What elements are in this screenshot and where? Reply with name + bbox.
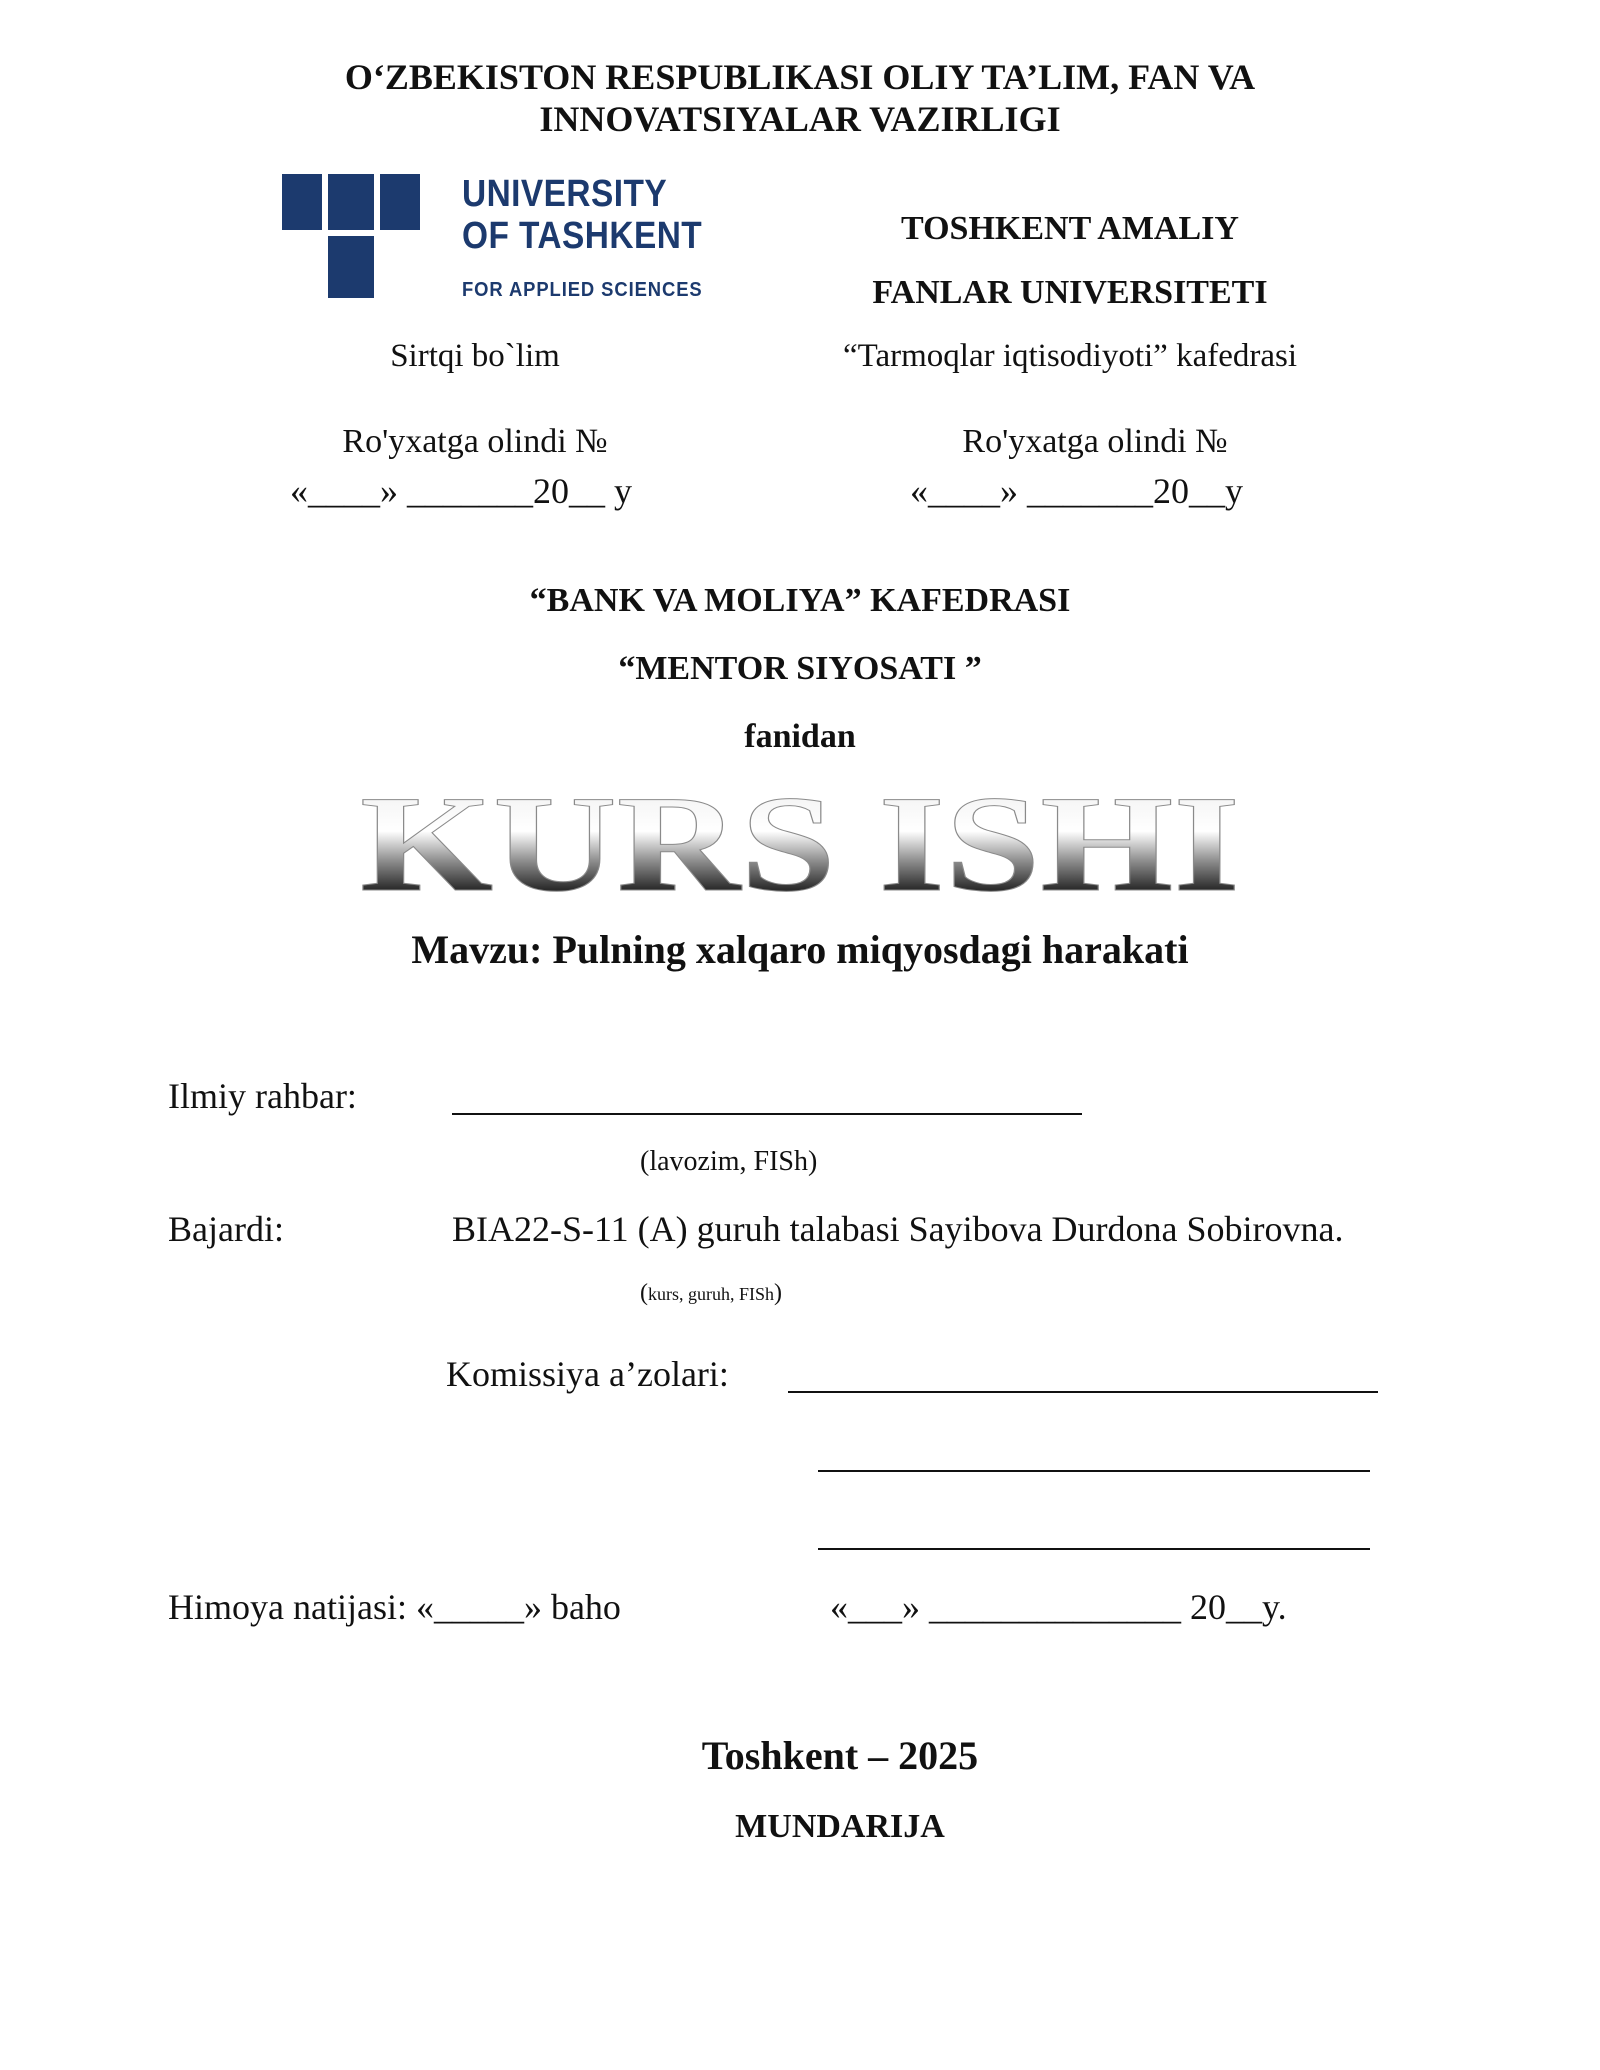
supervisor-signature-line — [452, 1113, 1082, 1115]
commission-line-2 — [818, 1470, 1370, 1472]
department-title: “BANK VA MOLIYA” KAFEDRASI — [529, 582, 1071, 619]
defense-date: «___» ______________ 20__y. — [830, 1587, 1287, 1627]
logo-square-1 — [282, 174, 322, 230]
logo-square-3 — [380, 174, 420, 230]
subject-suffix: fanidan — [744, 718, 856, 755]
registration-left-date: «____» _______20__ y — [290, 471, 632, 511]
ministry-line-2: INNOVATSIYALAR VAZIRLIGI — [539, 99, 1061, 139]
student-hint-text: kurs, guruh, FISh — [648, 1284, 775, 1304]
course-work-title — [350, 778, 1250, 908]
student-hint — [640, 1280, 782, 1307]
course-work-title-text: KURS ISHI — [360, 778, 1240, 908]
city-year: Toshkent – 2025 — [701, 1733, 979, 1778]
commission-line-1 — [788, 1391, 1378, 1393]
left-department: Sirtqi bo`lim — [390, 338, 560, 374]
student-hint-open: ( — [640, 1280, 648, 1306]
contents-title: MUNDARIJA — [735, 1808, 945, 1845]
commission-line-3 — [818, 1548, 1370, 1550]
student-label: Bajardi: — [168, 1209, 284, 1249]
ministry-line-1: O‘ZBEKISTON RESPUBLIKASI OLIY TA’LIM, FAN VA — [344, 57, 1256, 97]
university-name-line-1: TOSHKENT AMALIY — [901, 210, 1239, 247]
registration-right-date: «____» _______20__y — [910, 471, 1243, 511]
student-hint-close: ) — [774, 1280, 783, 1306]
university-logo — [282, 174, 702, 304]
right-department: “Tarmoqlar iqtisodiyoti” kafedrasi — [842, 338, 1298, 374]
topic-title: Mavzu: Pulning xalqaro miqyosdagi harakati — [411, 927, 1189, 972]
logo-text-of-tashkent: OF TASHKENT — [462, 215, 703, 257]
university-name-line-2: FANLAR UNIVERSITETI — [872, 274, 1268, 311]
ministry-title — [0, 56, 1600, 140]
supervisor-hint: (lavozim, FISh) — [640, 1146, 818, 1177]
logo-text-university: UNIVERSITY — [462, 173, 668, 215]
supervisor-label: Ilmiy rahbar: — [168, 1076, 357, 1116]
logo-text-applied-sciences: FOR APPLIED SCIENCES — [462, 279, 703, 301]
defense-result: Himoya natijasi: «_____» baho — [168, 1587, 621, 1627]
student-value: BIA22-S-11 (A) guruh talabasi Sayibova Durdona Sobirovna. — [452, 1209, 1344, 1249]
registration-right-label: Ro'yxatga olindi № — [962, 423, 1228, 460]
registration-left-label: Ro'yxatga olindi № — [342, 423, 608, 460]
logo-square-4 — [328, 236, 374, 298]
subject-title: “MENTOR SIYOSATI ” — [618, 650, 982, 687]
commission-label: Komissiya a’zolari: — [446, 1354, 729, 1394]
logo-square-2 — [328, 174, 374, 230]
